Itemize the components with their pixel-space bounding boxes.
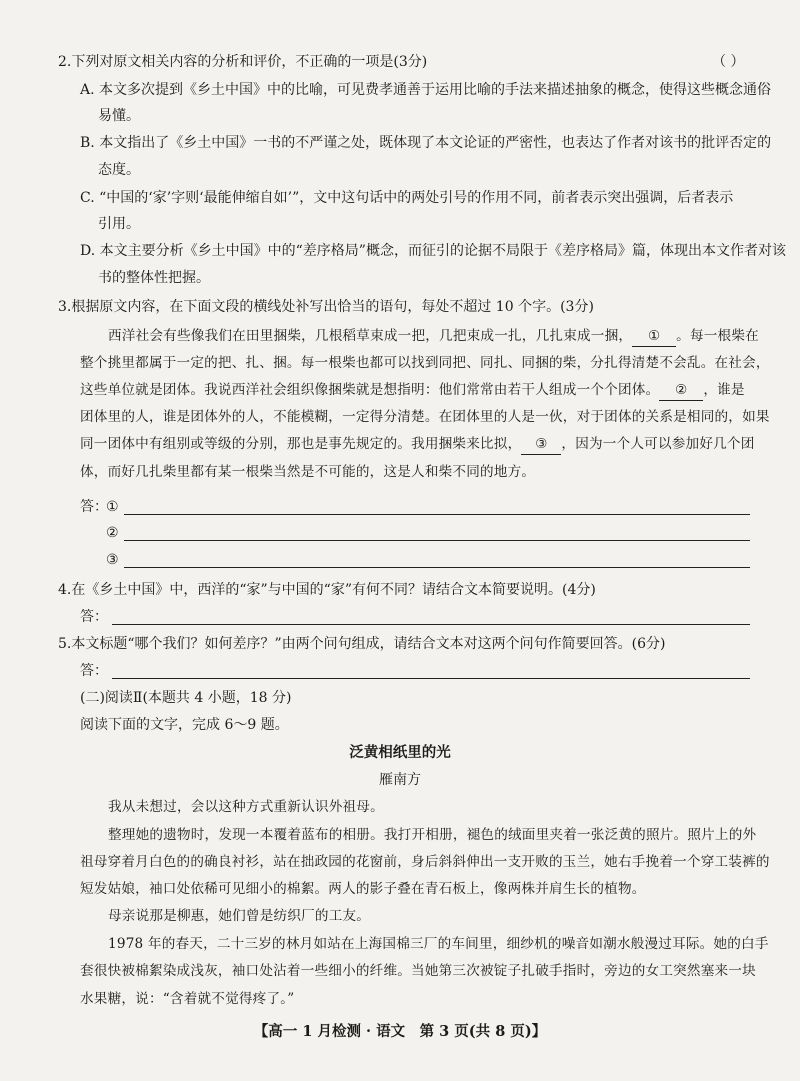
- q3-blank-3[interactable]: ③: [521, 434, 561, 455]
- q3-answer-num-3: ③: [106, 552, 119, 568]
- q3-answer-line-2[interactable]: [124, 540, 750, 541]
- q3-blank-2[interactable]: ②: [659, 380, 703, 401]
- q3-passage-line: [80, 380, 745, 401]
- article-paragraph: 1978 年的春天，二十三岁的林月如站在上海国棉三厂的车间里，细纱机的噪音如潮水般漫过耳际。她的白手: [108, 936, 769, 952]
- q5-answer-label: 答：: [80, 663, 108, 679]
- article-paragraph-cont: 短发姑娘，袖口处依稀可见细小的棉絮。两人的影子叠在青石板上，像两株并肩生长的植物。: [80, 881, 646, 897]
- q5-stem: 5.本文标题“哪个我们？如何差序？”由两个问句组成，请结合文本对这两个问句作简要回答。(6分): [58, 636, 666, 652]
- q3-blank-1[interactable]: ①: [632, 326, 676, 347]
- q2-option-d: D. 本文主要分析《乡土中国》中的“差序格局”概念，而征引的论据不局限于《差序格局》篇，体现出本文作者对该: [80, 243, 786, 259]
- q4-stem: 4.在《乡土中国》中，西洋的“家”与中国的“家”有何不同？请结合文本简要说明。(4分): [58, 582, 596, 598]
- q3-passage-line: 整个挑里都属于一定的把、扎、捆。每一根柴也都可以找到同把、同扎、同捆的柴，分扎得清楚不会乱。在社会，: [80, 355, 770, 371]
- q3-answer-label: 答：: [80, 499, 108, 515]
- q2-option-b: B. 本文指出了《乡土中国》一书的不严谨之处，既体现了本文论证的严密性，也表达了作者对该书的批评否定的: [80, 135, 772, 151]
- q2-option-a: A. 本文多次提到《乡土中国》中的比喻，可见费孝通善于运用比喻的手法来描述抽象的概念，使得这些概念通俗: [80, 82, 772, 98]
- q2-answer-bracket[interactable]: （ ）: [712, 54, 745, 70]
- article-paragraph: 整理她的遗物时，发现一本覆着蓝布的相册。我打开相册，褪色的绒面里夹着一张泛黄的照片。照片上的外: [108, 827, 757, 843]
- q3-passage-line: 团体里的人，谁是团体外的人，不能模糊，一定得分清楚。在团体里的人是一伙，对于团体的关系是相同的，如果: [80, 409, 770, 425]
- q3-text: ，因为一个人可以参加好几个团: [561, 436, 755, 452]
- q3-text: 同一团体中有组别或等级的分别，那也是事先规定的。我用捆柴来比拟，: [80, 436, 522, 452]
- reading2-heading: (二)阅读Ⅱ(本题共 4 小题，18 分): [80, 690, 292, 706]
- article-paragraph: 我从未想过，会以这种方式重新认识外祖母。: [108, 799, 384, 815]
- q2-option-a-cont: 易懂。: [98, 108, 140, 124]
- q3-text: 。每一根柴在: [676, 328, 759, 344]
- article-paragraph-cont: 套很快被棉絮染成浅灰，袖口处沾着一些细小的纤维。当她第三次被锭子扎破手指时，旁边的女工突然塞来一块: [80, 963, 756, 979]
- article-paragraph: 母亲说那是柳惠，她们曾是纺织厂的工友。: [108, 908, 371, 924]
- article-title: 泛黄相纸里的光: [349, 744, 451, 761]
- q3-passage-line: [80, 434, 755, 455]
- q3-answer-line-3[interactable]: [124, 567, 750, 568]
- q3-answer-num-1: ①: [106, 499, 119, 515]
- q5-answer-line[interactable]: [112, 678, 750, 679]
- q3-text: ，谁是: [703, 382, 745, 398]
- q3-answer-line-1[interactable]: [124, 514, 750, 515]
- q3-passage-line: [108, 326, 759, 347]
- article-paragraph-cont: 水果糖，说：“含着就不觉得疼了。”: [80, 991, 295, 1007]
- article-author: 雁南方: [379, 772, 421, 788]
- q3-answer-num-2: ②: [106, 525, 119, 541]
- page-footer: 【高一 1 月检测 · 语文 第 3 页(共 8 页)】: [253, 1023, 547, 1040]
- q2-option-c-cont: 引用。: [98, 216, 140, 232]
- q2-stem: 2.下列对原文相关内容的分析和评价，不正确的一项是(3分): [58, 54, 428, 70]
- q2-option-d-cont: 书的整体性把握。: [98, 270, 210, 286]
- q3-stem: 3.根据原文内容，在下面文段的横线处补写出恰当的语句，每处不超过 10 个字。(3分): [58, 299, 594, 315]
- q4-answer-label: 答：: [80, 609, 108, 625]
- q2-option-c: C. “中国的‘家’字则‘最能伸缩自如’”，文中这句话中的两处引号的作用不同，前者表示突出强调，后者表示: [80, 190, 734, 206]
- q2-option-b-cont: 态度。: [98, 162, 140, 178]
- q4-answer-line[interactable]: [112, 624, 750, 625]
- reading2-instruction: 阅读下面的文字，完成 6～9 题。: [80, 717, 289, 733]
- q3-passage-line: 体，而好几扎柴里都有某一根柴当然是不可能的，这是人和柴不同的地方。: [80, 464, 536, 480]
- q3-text: 西洋社会有些像我们在田里捆柴，几根稻草束成一把，几把束成一扎，几扎束成一捆，: [108, 328, 633, 344]
- article-paragraph-cont: 祖母穿着月白色的的确良衬衫，站在拙政园的花窗前，身后斜斜伸出一支开败的玉兰，她右手挽着一个穿工装裤的: [80, 854, 770, 870]
- q3-text: 这些单位就是团体。我说西洋社会组织像捆柴就是想指明：他们常常由若干人组成一个个团体。: [80, 382, 660, 398]
